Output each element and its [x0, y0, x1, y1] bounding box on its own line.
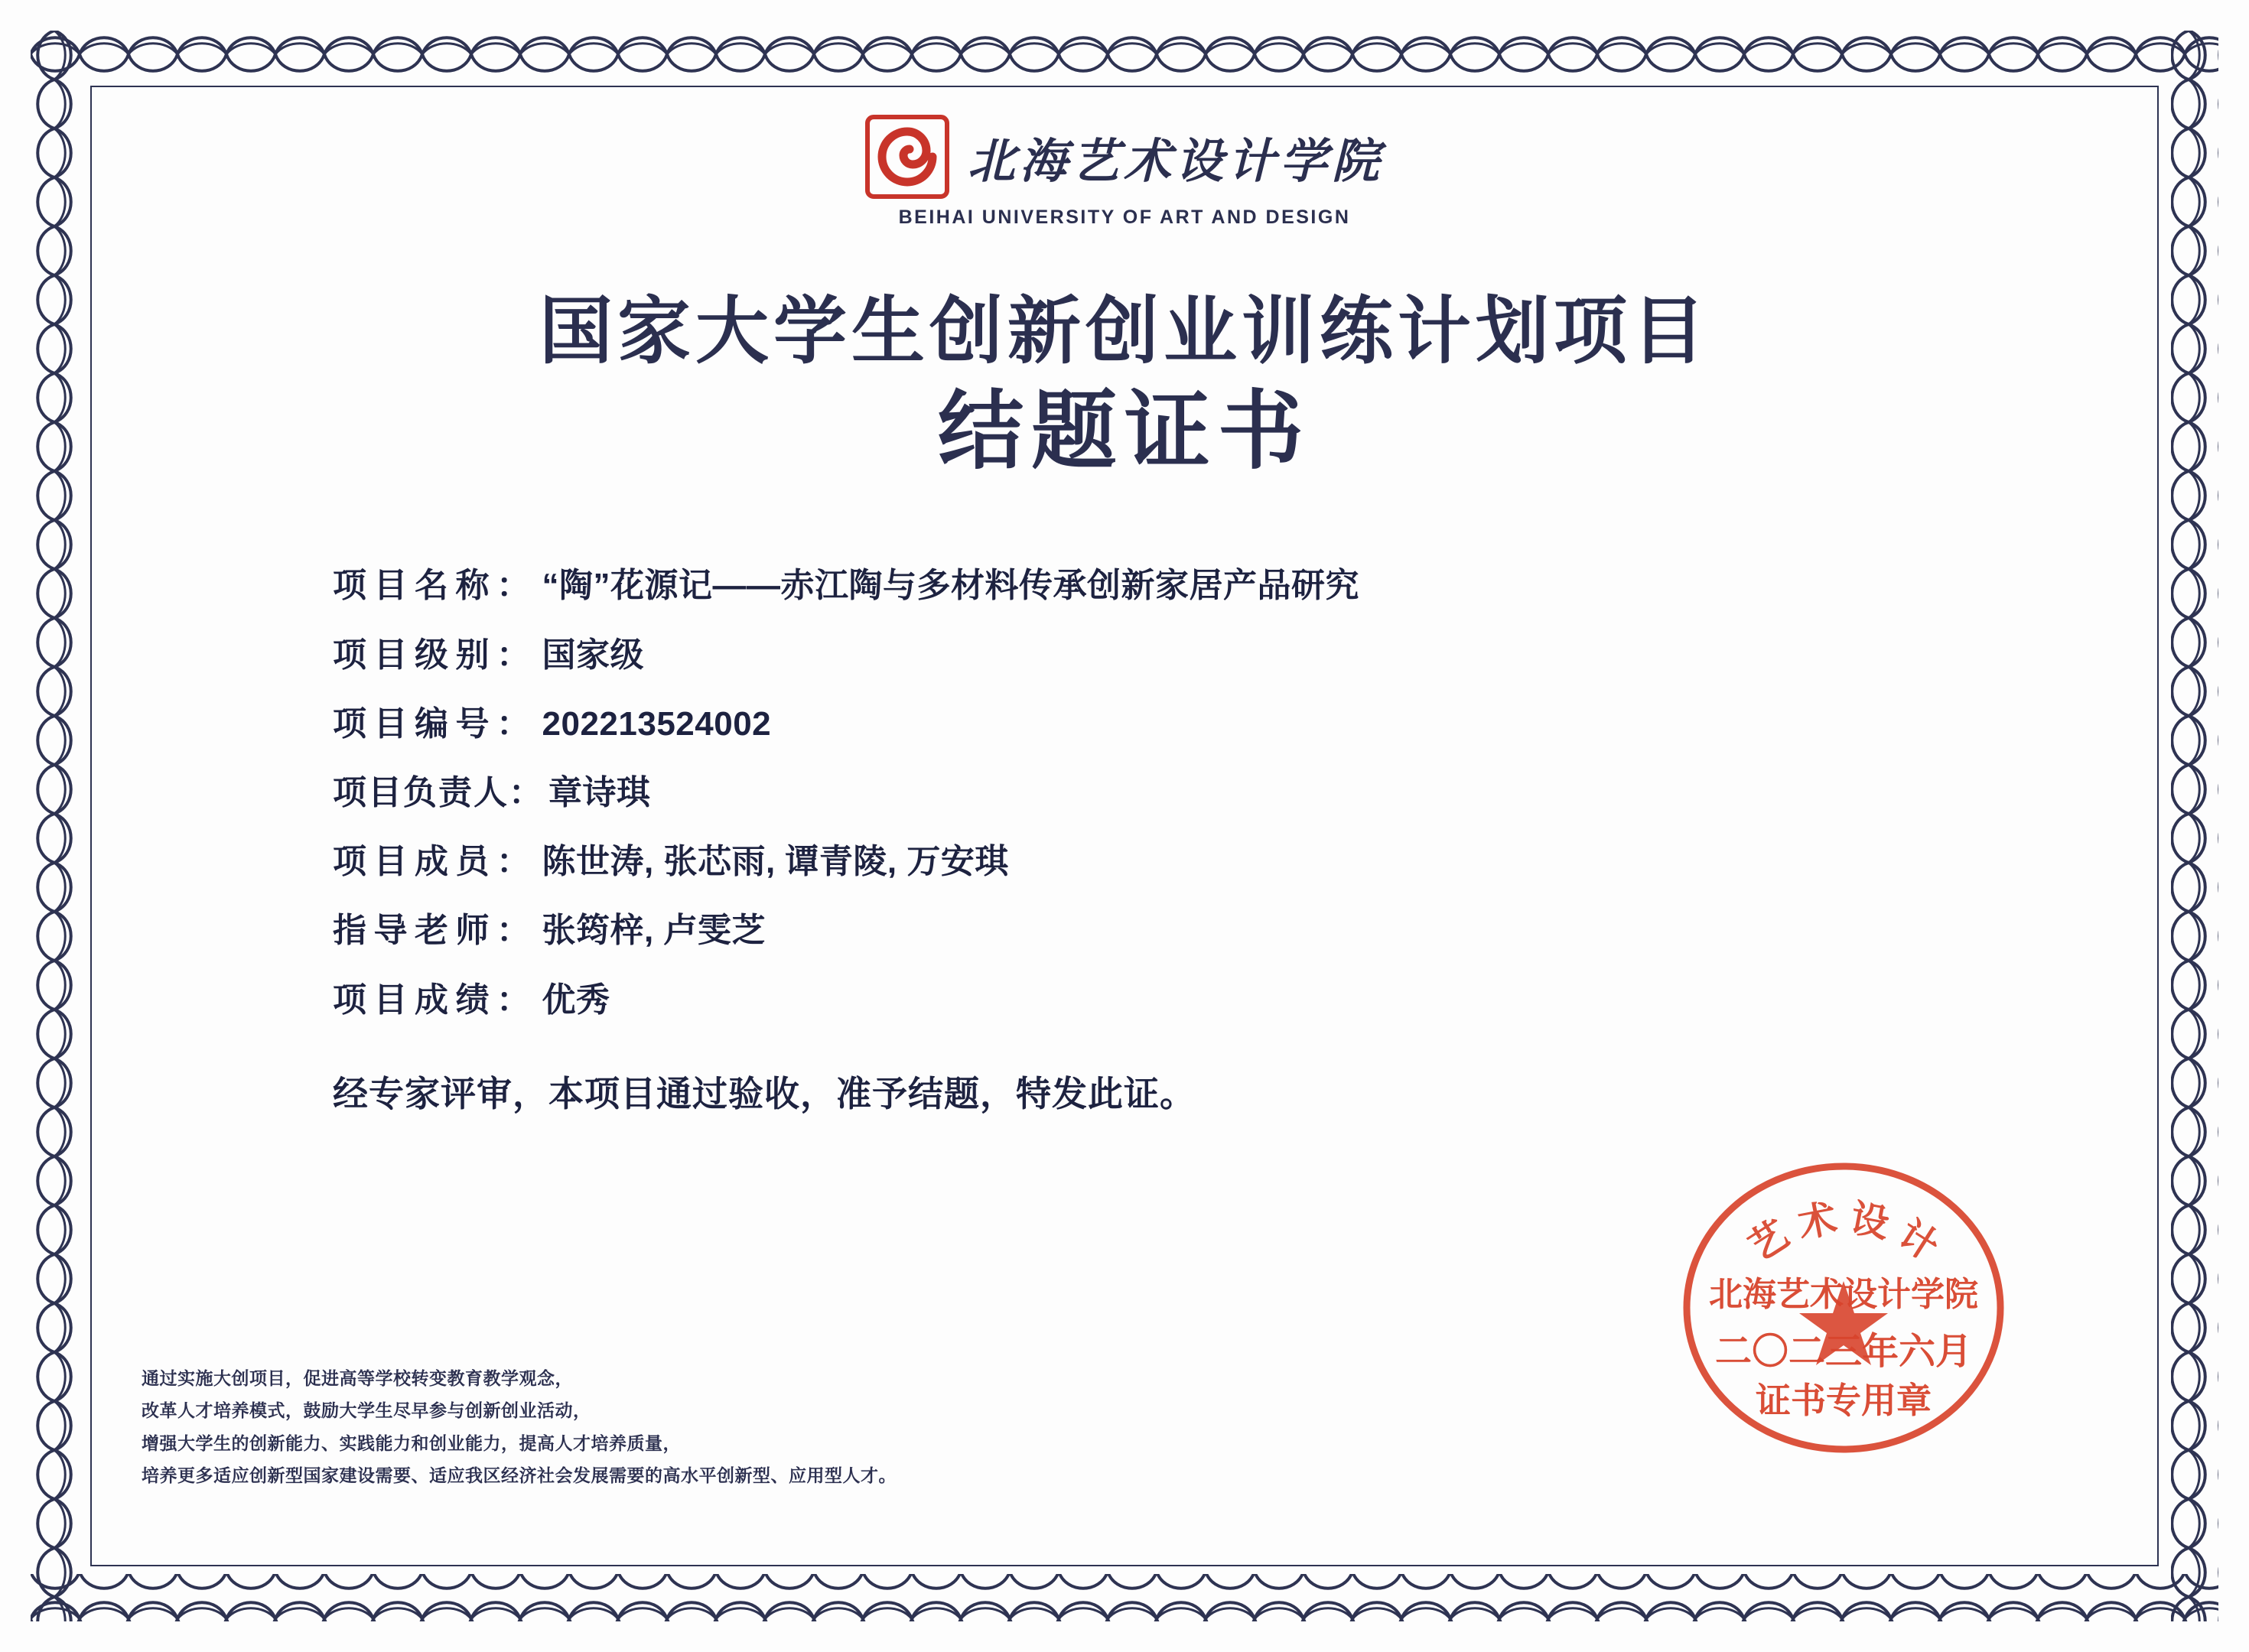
footer-note-line: 增强大学生的创新能力、实践能力和创业能力，提高人才培养质量，	[142, 1433, 681, 1453]
svg-text:艺 术 设 计: 艺 术 设 计	[1740, 1196, 1947, 1269]
field-value: 优秀	[542, 980, 610, 1019]
institution-name-cn: 北海艺术设计学院	[967, 135, 1384, 188]
field-label: 指导老师：	[333, 912, 538, 950]
certificate-title-line1: 国家大学生创新创业训练计划项目	[539, 291, 1710, 372]
svg-text:证书专用章: 证书专用章	[1756, 1381, 1932, 1420]
svg-text:二〇二三年六月: 二〇二三年六月	[1714, 1332, 1973, 1372]
footer-note	[142, 1363, 897, 1493]
swirl-logo-icon	[865, 115, 949, 199]
footer-note-line: 改革人才培养模式，鼓励大学生尽早参与创新创业活动，	[142, 1401, 591, 1421]
footer-note-line: 培养更多适应创新型国家建设需要、适应我区经济社会发展需要的高水平创新型、应用型人才。	[142, 1466, 897, 1486]
field-label: 项目名称：	[333, 567, 538, 605]
field-value: 202213524002	[542, 704, 772, 743]
field-project-number	[333, 702, 1939, 746]
field-value: 国家级	[542, 636, 644, 674]
certificate-fields	[333, 564, 1939, 1116]
field-value: 陈世涛, 张芯雨, 谭青陵, 万安琪	[542, 843, 1009, 881]
official-red-seal-icon	[1668, 1143, 2020, 1472]
field-advisors	[333, 909, 1939, 952]
field-project-members	[333, 840, 1939, 883]
institution-name-en: BEIHAI UNIVERSITY OF ART AND DESIGN	[898, 206, 1351, 228]
certificate-statement: 经专家评审，本项目通过验收，准予结题，特发此证。	[333, 1073, 1196, 1114]
field-project-level	[333, 633, 1939, 677]
certificate-title-line2: 结题证书	[938, 385, 1311, 480]
field-label: 项目编号：	[333, 704, 538, 743]
field-label: 项目级别：	[333, 636, 538, 674]
field-project-name	[333, 564, 1939, 607]
field-value: 张筠梓, 卢雯芝	[542, 912, 766, 950]
field-value: “陶”花源记——赤江陶与多材料传承创新家居产品研究	[542, 567, 1359, 605]
institution-header	[115, 115, 2134, 229]
svg-text:北海艺术设计学院: 北海艺术设计学院	[1709, 1276, 1978, 1313]
field-label: 项目成员：	[333, 843, 538, 881]
field-label: 项目成绩：	[333, 980, 538, 1019]
certificate-content	[115, 99, 2134, 1553]
field-project-grade	[333, 978, 1939, 1022]
field-label: 项目负责人：	[333, 774, 544, 812]
footer-note-line: 通过实施大创项目，促进高等学校转变教育教学观念，	[142, 1368, 573, 1388]
field-project-leader	[333, 771, 1939, 815]
field-value: 章诗琪	[548, 774, 651, 812]
